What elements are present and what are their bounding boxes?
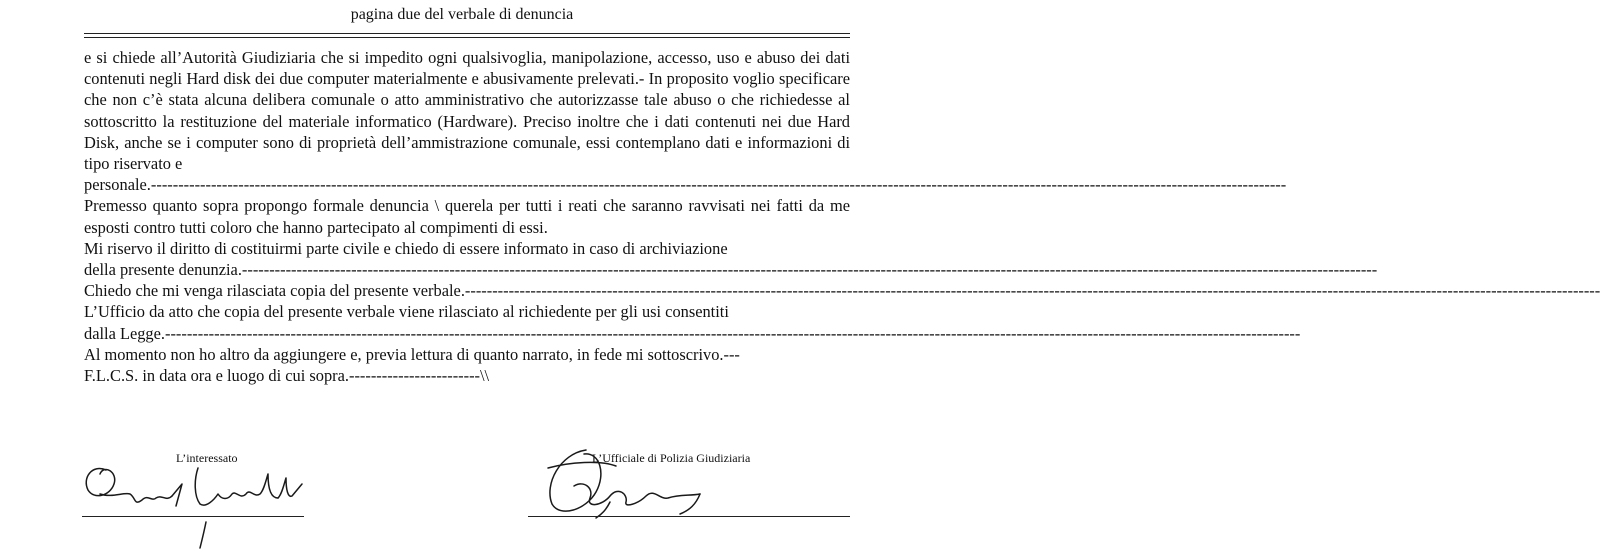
dash-fill: ---------------------------------------------------------------------------------------------------------------------------------------------------------------------------------------------------------------- [150,175,1287,195]
dash-fill: ---------------------------------------------------------------------------------------------------------------------------------------------------------------------------------------------------------------- [241,260,1378,280]
signature-line-right [528,516,850,517]
signature-interessato [78,444,338,554]
dash-fill: ---------------------------------------------------------------------------------------------------------------------------------------------------------------------------------------------------------------- [165,323,1301,343]
page-header: pagina due del verbale di denuncia [350,6,574,23]
header-rule-top [84,33,850,34]
line-personale [84,174,1287,195]
line-premesso [84,195,850,237]
line-momento: Al momento non ho altro da aggiungere e, previa lettura di quanto narrato, in fede mi sottoscrivo.--- [84,344,740,364]
signature-ufficiale [530,444,770,544]
line-copia [84,280,1600,301]
text-premesso: Premesso quanto sopra propongo formale denuncia \ querela per tutti i reati che saranno ravvisati nei fatti da me esposti contro tutti coloro che hanno partecipato al compimenti di essi. [84,196,850,237]
text-legge: dalla Legge. [84,323,166,343]
report-body [84,47,1600,386]
text-copia: Chiedo che mi venga rilasciata copia del presente verbale. [84,281,465,301]
line-legge [84,323,1301,344]
header-rule-bottom [84,37,850,38]
line-flcs: F.L.C.S. in data ora e luogo di cui sopra.------------------------\\ [84,366,490,386]
line-riservo: Mi riservo il diritto di costituirmi parte civile e chiedo di essere informato in caso di archiviazione [84,238,728,258]
signature-line-left [82,516,304,517]
signature-label-interessato: L’interessato [176,451,238,465]
line-ufficio: L’Ufficio da atto che copia del presente verbale viene rilasciato al richiedente per gli usi consentiti [84,302,729,322]
text-denunzia: della presente denunzia. [84,260,242,280]
paragraph-data-protection: e si chiede all’Autorità Giudiziaria che si impedito ogni qualsivoglia, manipolazione, accesso, uso e abuso dei dati contenuti negli Hard disk dei due computer materialmente e abusivamente prelevati.- In proposito voglio specificare che non c’è stata alcuna delibera comunale o atto amministrativo che autorizzasse tale abuso o che richiedesse al sottoscritto la restituzione del materiale informatico (Hardware). Preciso inoltre che i dati contenuti nei due Hard Disk, anche se i computer sono di proprietà dell’ammistrazione comunale, essi contemplano dati e informazioni di tipo riservato e [84,48,850,174]
line-denunzia [84,259,1378,280]
dash-fill: ---------------------------------------------------------------------------------------------------------------------------------------------------------------------------------------------------------------- [464,281,1600,301]
text-personale: personale. [84,175,151,195]
signature-label-ufficiale: L’Ufficiale di Polizia Giudiziaria [592,451,751,465]
